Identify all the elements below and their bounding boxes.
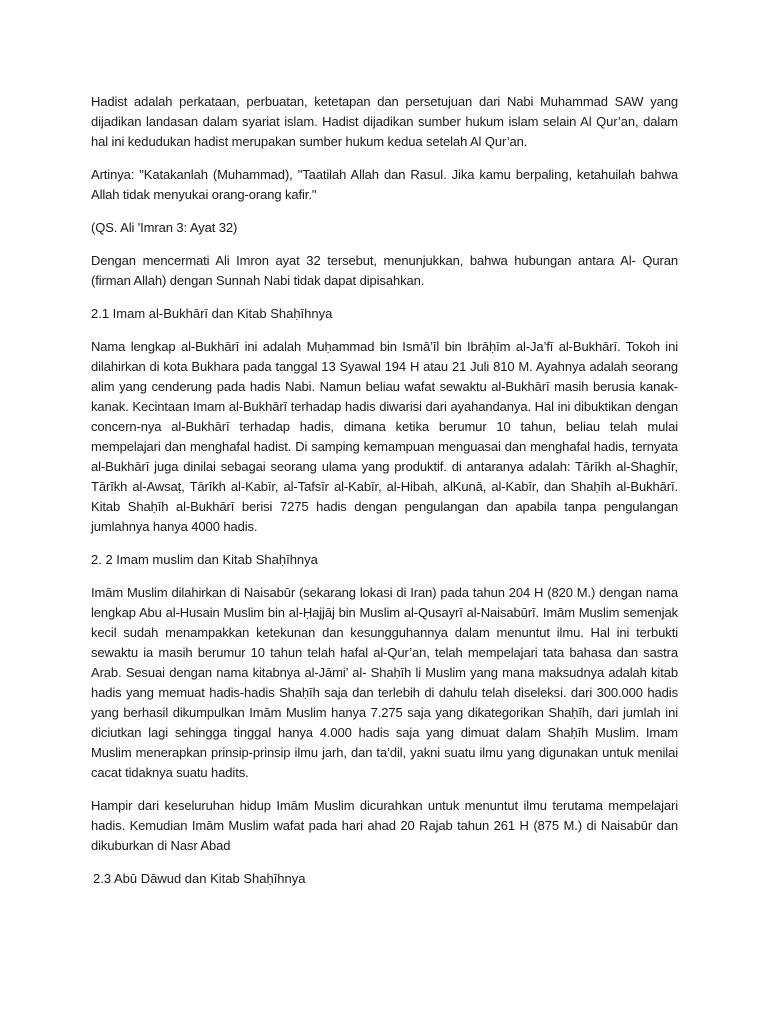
paragraph-muslim-biography: Imām Muslim dilahirkan di Naisabūr (sekarang lokasi di Iran) pada tahun 204 H (820 M.) dengan nama lengkap Abu al-Husain Muslim bin al-Ḥajjāj bin Muslim al-Qusayrī al-Naisabūrī. Imām Muslim semenjak kecil sudah menampakkan ketekunan dan kesungguhannya dalam menuntut ilmu. Hal ini terbukti sewaktu ia masih berumur 10 tahun telah hafal al-Qur’an, telah mempelajari tata bahasa dan sastra Arab. Sesuai dengan nama kitabnya al-Jāmi’ al- Shaḥīh li Muslim yang mana maksudnya adalah kitab hadis yang memuat hadis-hadis Shaḥīh saja dan terlebih di dahulu telah diseleksi. dari 300.000 hadis yang berhasil dikumpulkan Imām Muslim hanya 7.275 saja yang dikategorikan Shaḥīh, dari jumlah ini diciutkan lagi sehingga tinggal hanya 4.000 hadis saja yang dimuat dalam Shaḥīh Muslim. Imam Muslim menerapkan prinsip-prinsip ilmu jarh, dan ta’dil, yakni suatu ilmu yang digunakan untuk menilai cacat tidaknya suatu hadits. bbox=[91, 585, 678, 780]
paragraph-muslim-death: Hampir dari keseluruhan hidup Imām Muslim dicurahkan untuk menuntut ilmu terutama mempelajari hadis. Kemudian Imām Muslim wafat pada hari ahad 20 Rajab tahun 261 H (875 M.) di Naisabūr dan dikuburkan di Nasr Abad bbox=[91, 798, 678, 853]
paragraph-translation: Artinya: "Katakanlah (Muhammad), "Taatilah Allah dan Rasul. Jika kamu berpaling, ketahuilah bahwa Allah tidak menyukai orang-orang kafir." bbox=[91, 167, 678, 202]
section-heading-bukhari: 2.1 Imam al-Bukhārī dan Kitab Shaḥīhnya bbox=[91, 306, 333, 321]
paragraph-hadist-definition: Hadist adalah perkataan, perbuatan, ketetapan dan persetujuan dari Nabi Muhammad SAW yang dijadikan landasan dalam syariat islam. Hadist dijadikan sumber hukum islam selain Al Qur’an, dalam hal ini kedudukan hadist merupakan sumber hukum kedua setelah Al Qur’an. bbox=[91, 94, 678, 149]
paragraph-conclusion: Dengan mencermati Ali Imron ayat 32 tersebut, menunjukkan, bahwa hubungan antara Al- Quran (firman Allah) dengan Sunnah Nabi tidak dapat dipisahkan. bbox=[91, 253, 678, 288]
document-page bbox=[91, 92, 678, 902]
paragraph-citation: (QS. Ali 'Imran 3: Ayat 32) bbox=[91, 220, 238, 235]
section-heading-abu-dawud: 2.3 Abū Dāwud dan Kitab Shaḥīhnya bbox=[93, 871, 306, 886]
paragraph-bukhari: Nama lengkap al-Bukhārī ini adalah Muḥammad bin Ismā’īl bin Ibrāḥīm al-Ja’fī al-Bukhārī. Tokoh ini dilahirkan di kota Bukhara pada tanggal 13 Syawal 194 H atau 21 Juli 810 M. Ayahnya adalah seorang alim yang cenderung pada hadis Nabi. Namun beliau wafat sewaktu al-Bukhārī masih berusia kanak-kanak. Kecintaan Imam al-Bukhārī terhadap hadis diwarisi dari ayahandanya. Hal ini dibuktikan dengan concern-nya al-Bukhārī terhadap hadis, dimana ketika berumur 10 tahun, beliau telah mulai mempelajari dan menghafal hadist. Di samping kemampuan menguasai dan menghafal hadis, ternyata al-Bukhārī juga dinilai sebagai seorang ulama yang produktif. di antaranya adalah: Tārīkh al-Shaghīr, Tārīkh al-Awsaṭ, Tārīkh al-Kabīr, al-Tafsīr al-Kabīr, al-Hibah, alKunā, al-Kabīr, dan Shaḥīh al-Bukhārī. Kitab Shaḥīh al-Bukhārī berisi 7275 hadis dengan pengulangan dan apabila tanpa pengulangan jumlahnya hanya 4000 hadis. bbox=[91, 339, 678, 534]
section-heading-muslim: 2. 2 Imam muslim dan Kitab Shaḥīhnya bbox=[91, 552, 318, 567]
